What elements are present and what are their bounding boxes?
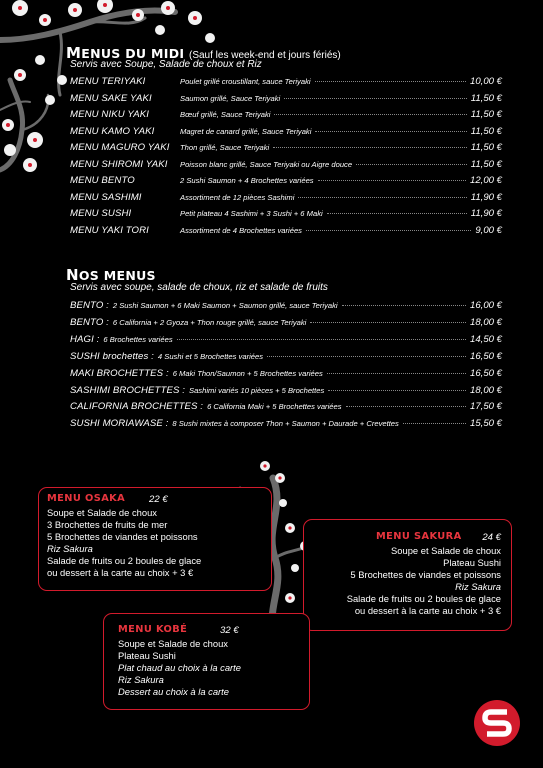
nos-item-description: Sashimi variés 10 pièces + 5 Brochettes (189, 385, 325, 395)
dotted-leader (315, 131, 466, 132)
midi-row (70, 225, 502, 239)
midi-item-price: 11,90 € (470, 208, 502, 219)
midi-row (70, 109, 502, 123)
menu-kobe-title: MENU KOBÉ (118, 624, 188, 635)
nos-item-name: SUSHI MORIAWASE : (70, 418, 169, 430)
osaka-line: Salade de fruits ou 2 boules de glace (47, 555, 202, 566)
kobe-line: Plat chaud au choix à la carte (118, 662, 241, 673)
dotted-leader (318, 180, 466, 181)
nos-row (70, 334, 502, 348)
osaka-line: 3 Brochettes de fruits de mer (47, 519, 168, 530)
nos-item-price: 16,50 € (469, 350, 502, 362)
dotted-leader (315, 81, 466, 82)
midi-item-name: MENU SHIROMI YAKI (70, 158, 168, 170)
midi-item-price: 11,90 € (470, 191, 502, 203)
nos-item-price: 18,00 € (469, 384, 502, 396)
midi-item-description: Assortiment de 12 pièces Sashimi (180, 192, 295, 202)
nos-item-price: 15,50 € (469, 418, 502, 430)
nos-item-description: 6 California + 2 Gyoza + Thon rouge grillé, sauce Teriyaki (112, 317, 307, 327)
midi-row (70, 192, 502, 206)
dotted-leader (177, 339, 466, 340)
nos-item-name: SUSHI brochettes : (70, 350, 154, 362)
menu-sakura-card (303, 519, 512, 631)
midi-item-description: Magret de canard grillé, Sauce Teriyaki (180, 126, 312, 136)
midi-item-name: MENU TERIYAKI (70, 76, 146, 87)
sakura-line: Riz Sakura (455, 581, 501, 592)
midi-item-name: MENU BENTO (70, 175, 135, 186)
nos-item-name: CALIFORNIA BROCHETTES : (70, 401, 204, 413)
kobe-line: Riz Sakura (118, 674, 164, 685)
midi-item-description: Petit plateau 4 Sashimi + 3 Sushi + 6 Maki (180, 209, 323, 218)
dotted-leader (310, 322, 466, 323)
sakura-line: Salade de fruits ou 2 boules de glace (346, 593, 501, 604)
midi-item-description: Saumon grillé, Sauce Teriyaki (180, 93, 281, 103)
midi-item-price: 11,50 € (470, 125, 502, 137)
sakura-line: ou dessert à la carte au choix + 3 € (354, 605, 501, 616)
nos-item-name: MAKI BROCHETTES : (70, 367, 169, 379)
nos-row (70, 385, 502, 399)
midi-item-name: MENU SAKE YAKI (70, 92, 152, 104)
midi-item-price: 11,50 € (470, 158, 502, 170)
dotted-leader (403, 423, 466, 424)
nos-item-price: 18,00 € (469, 316, 502, 328)
kobe-line: Plateau Sushi (118, 650, 176, 661)
midi-item-price: 11,50 € (470, 92, 502, 104)
midi-item-description: Assortiment de 4 Brochettes variées (180, 225, 302, 235)
nos-item-name: HAGI : (70, 333, 100, 345)
midi-item-price: 9,00 € (475, 224, 502, 236)
nos-item-name: BENTO : (70, 316, 109, 328)
osaka-line: Soupe et Salade de choux (47, 507, 157, 518)
dotted-leader (267, 356, 466, 357)
nos-row (70, 418, 502, 432)
dotted-leader (346, 406, 466, 407)
midi-row (70, 208, 502, 222)
osaka-line: Riz Sakura (47, 543, 93, 554)
nos-menus-section-title: NOS MENUS (66, 266, 156, 284)
midi-item-price: 12,00 € (469, 175, 502, 186)
menu-sakura-title: MENU SAKURA (376, 531, 462, 542)
midi-item-name: MENU SASHIMI (70, 191, 142, 203)
midi-item-name: MENU KAMO YAKI (70, 125, 155, 137)
midi-item-price: 10,00 € (469, 76, 502, 87)
dotted-leader (273, 147, 467, 148)
midi-row (70, 93, 502, 107)
nos-row (70, 300, 502, 314)
nos-item-price: 16,00 € (469, 300, 502, 311)
nos-item-description: 6 Brochettes variées (103, 334, 173, 344)
nos-row (70, 317, 502, 331)
dotted-leader (274, 114, 466, 115)
midi-row (70, 142, 502, 156)
nos-row (70, 368, 502, 382)
midi-item-name: MENU MAGURO YAKI (70, 142, 170, 153)
nos-item-description: 6 California Maki + 5 Brochettes variées (207, 402, 342, 412)
osaka-line: 5 Brochettes de viandes et poissons (47, 531, 198, 542)
menu-osaka-title: MENU OSAKA (47, 493, 126, 504)
midi-item-description: Thon grillé, Sauce Teriyaki (180, 143, 270, 152)
menu-osaka-card (38, 487, 272, 591)
nos-item-name: SASHIMI BROCHETTES : (70, 384, 186, 396)
midi-section-title: MENUS DU MIDI (Sauf les week-end et jours fériés) (66, 44, 341, 62)
nos-row (70, 401, 502, 415)
menu-kobe-card (103, 613, 310, 710)
nos-item-description: 2 Sushi Saumon + 6 Maki Saumon + Saumon grillé, sauce Teriyaki (112, 301, 338, 310)
midi-row (70, 76, 502, 90)
midi-item-description: 2 Sushi Saumon + 4 Brochettes variées (180, 176, 314, 185)
menu-osaka-price: 22 € (149, 494, 168, 505)
nos-menus-subtitle: Servis avec soupe, salade de choux, riz et salade de fruits (70, 282, 328, 293)
midi-item-price: 11,50 € (470, 142, 502, 153)
osaka-line: ou dessert à la carte au choix + 3 € (47, 567, 194, 578)
sakura-line: Plateau Sushi (443, 557, 501, 568)
dotted-leader (328, 390, 466, 391)
dotted-leader (342, 305, 466, 306)
s-logo-icon (473, 699, 521, 747)
nos-row (70, 351, 502, 365)
nos-item-description: 8 Sushi mixtes à composer Thon + Saumon + Daurade + Crevettes (172, 419, 399, 429)
midi-item-name: MENU YAKI TORI (70, 224, 149, 236)
dotted-leader (327, 213, 467, 214)
dotted-leader (306, 230, 471, 231)
dotted-leader (356, 164, 467, 165)
midi-item-description: Poisson blanc grillé, Sauce Teriyaki ou Aigre douce (180, 159, 353, 169)
dotted-leader (298, 197, 466, 198)
midi-note: (Sauf les week-end et jours fériés) (189, 50, 341, 61)
midi-item-name: MENU NIKU YAKI (70, 109, 150, 120)
midi-item-description: Poulet grillé croustillant, sauce Teriyaki (180, 77, 311, 86)
nos-item-description: 6 Maki Thon/Saumon + 5 Brochettes variées (172, 368, 323, 378)
midi-item-price: 11,50 € (470, 109, 502, 120)
midi-row (70, 159, 502, 173)
midi-row (70, 175, 502, 189)
sakura-line: Soupe et Salade de choux (391, 545, 501, 556)
dotted-leader (327, 373, 466, 374)
midi-subtitle: Servis avec Soupe, Salade de choux et Riz (70, 59, 262, 70)
nos-item-price: 16,50 € (469, 367, 502, 379)
kobe-line: Soupe et Salade de choux (118, 638, 228, 649)
kobe-line: Dessert au choix à la carte (118, 686, 229, 697)
nos-item-price: 14,50 € (469, 333, 502, 345)
dotted-leader (284, 98, 467, 99)
nos-item-name: BENTO : (70, 300, 109, 311)
sakura-line: 5 Brochettes de viandes et poissons (350, 569, 501, 580)
midi-item-name: MENU SUSHI (70, 208, 132, 219)
nos-item-description: 4 Sushi et 5 Brochettes variées (157, 351, 264, 361)
nos-item-price: 17,50 € (469, 401, 502, 413)
midi-item-description: Bœuf grillé, Sauce Teriyaki (180, 110, 271, 119)
midi-row (70, 126, 502, 140)
menu-sakura-price: 24 € (482, 532, 501, 543)
menu-kobe-price: 32 € (220, 625, 239, 636)
